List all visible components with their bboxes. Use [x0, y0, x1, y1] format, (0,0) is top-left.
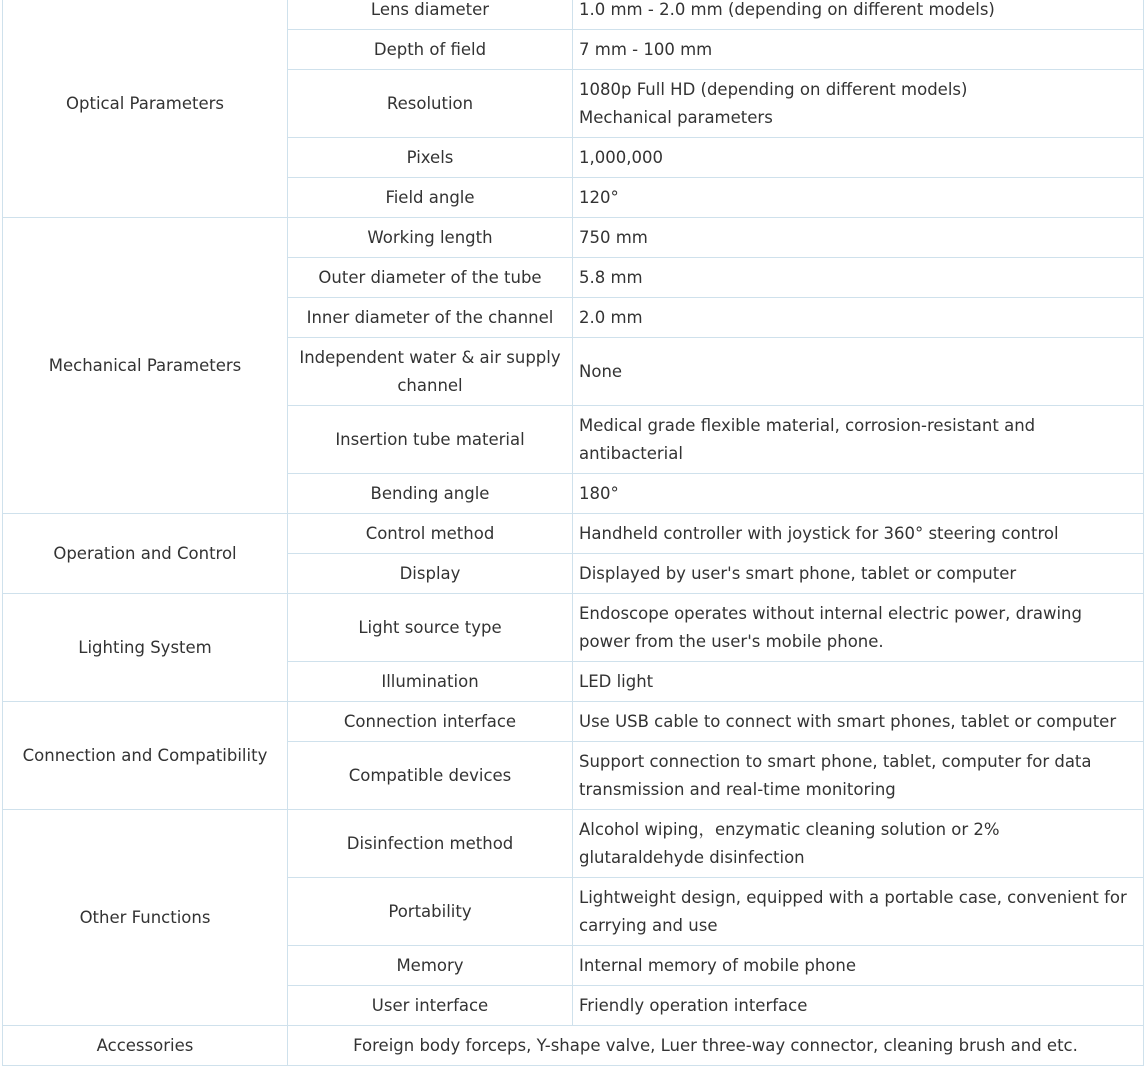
parameter-value-cell — [573, 258, 1144, 298]
parameter-name-cell: Display — [288, 554, 573, 594]
value-line: power from the user's mobile phone. — [579, 631, 884, 651]
value-line: 2.0 mm — [579, 307, 643, 327]
parameter-name-cell: Compatible devices — [288, 742, 573, 810]
value-line: transmission and real-time monitoring — [579, 779, 896, 799]
parameter-value-cell — [573, 338, 1144, 406]
parameter-name-cell: Lens diameter — [288, 0, 573, 30]
parameter-value-cell — [573, 594, 1144, 662]
parameter-name-cell: Memory — [288, 946, 573, 986]
parameter-value-cell — [573, 810, 1144, 878]
parameter-value-cell — [573, 298, 1144, 338]
value-line: Medical grade flexible material, corrosion-resistant and — [579, 416, 1036, 435]
parameter-value-cell — [573, 138, 1144, 178]
value-line: Endoscope operates without internal electric power, drawing — [579, 604, 1082, 623]
parameter-name-cell: Control method — [288, 514, 573, 554]
parameter-value-cell — [573, 946, 1144, 986]
value-line: antibacterial — [579, 443, 683, 463]
category-cell-operation-and-control: Operation and Control — [3, 514, 288, 594]
parameter-value-cell — [573, 218, 1144, 258]
value-line: 5.8 mm — [579, 267, 643, 287]
value-line: 750 mm — [579, 227, 648, 247]
parameter-name-cell: Illumination — [288, 662, 573, 702]
parameter-value-cell — [573, 702, 1144, 742]
parameter-value-cell — [573, 0, 1144, 30]
parameter-name-cell: Pixels — [288, 138, 573, 178]
category-cell-mechanical-parameters: Mechanical Parameters — [3, 218, 288, 514]
spec-row-disinfection-method — [3, 810, 1144, 878]
value-line: carrying and use — [579, 915, 718, 935]
category-cell-lighting-system: Lighting System — [3, 594, 288, 702]
parameter-value-cell — [573, 662, 1144, 702]
value-line: 120° — [579, 187, 619, 207]
parameter-value-cell — [573, 474, 1144, 514]
value-line: Displayed by user's smart phone, tablet or computer — [579, 563, 1017, 583]
parameter-name-cell: Independent water & air supply channel — [288, 338, 573, 406]
parameter-value-cell — [573, 742, 1144, 810]
parameter-name-cell: Connection interface — [288, 702, 573, 742]
parameter-name-cell: Bending angle — [288, 474, 573, 514]
value-line: LED light — [579, 671, 654, 691]
parameter-name-cell: User interface — [288, 986, 573, 1026]
parameter-name-cell: Disinfection method — [288, 810, 573, 878]
parameter-value-cell — [573, 986, 1144, 1026]
parameter-name-cell: Field angle — [288, 178, 573, 218]
parameter-name-cell: Portability — [288, 878, 573, 946]
spec-row-connection-interface — [3, 702, 1144, 742]
value-line: 1.0 mm - 2.0 mm (depending on different models) — [579, 0, 995, 19]
specifications-table-body — [3, 0, 1144, 1066]
parameter-value-cell — [573, 554, 1144, 594]
value-line: Alcohol wiping，enzymatic cleaning solution or 2% — [579, 820, 1000, 839]
parameter-name-cell: Resolution — [288, 70, 573, 138]
value-line: Mechanical parameters — [579, 107, 773, 127]
value-line: Use USB cable to connect with smart phones, tablet or computer — [579, 711, 1117, 731]
parameter-value-cell — [573, 406, 1144, 474]
value-line: glutaraldehyde disinfection — [579, 847, 805, 867]
parameter-name-cell: Inner diameter of the channel — [288, 298, 573, 338]
spec-row-light-source-type — [3, 594, 1144, 662]
parameter-value-cell — [573, 878, 1144, 946]
value-line: Internal memory of mobile phone — [579, 955, 857, 975]
category-cell-connection-and-compatibility: Connection and Compatibility — [3, 702, 288, 810]
category-cell-other-functions: Other Functions — [3, 810, 288, 1026]
parameter-value-cell — [573, 514, 1144, 554]
value-line: Support connection to smart phone, tablet, computer for data — [579, 752, 1092, 771]
value-line: None — [579, 361, 623, 381]
value-line: 1,000,000 — [579, 147, 663, 167]
parameter-value-cell — [573, 178, 1144, 218]
spec-row-lens-diameter — [3, 0, 1144, 30]
category-cell-accessories: Accessories — [3, 1026, 288, 1066]
value-line: 7 mm - 100 mm — [579, 39, 713, 59]
spec-row-control-method — [3, 514, 1144, 554]
specifications-table — [2, 0, 1144, 1066]
parameter-name-cell: Light source type — [288, 594, 573, 662]
parameter-name-cell: Depth of field — [288, 30, 573, 70]
spec-row-accessories — [3, 1026, 1144, 1066]
accessories-value-cell: Foreign body forceps, Y-shape valve, Luer three-way connector, cleaning brush and etc. — [288, 1026, 1144, 1066]
parameter-name-cell: Outer diameter of the tube — [288, 258, 573, 298]
parameter-value-cell — [573, 70, 1144, 138]
value-line: 1080p Full HD (depending on different models) — [579, 80, 968, 99]
spec-row-working-length — [3, 218, 1144, 258]
category-cell-optical-parameters: Optical Parameters — [3, 0, 288, 218]
value-line: Lightweight design, equipped with a portable case, convenient for — [579, 888, 1127, 907]
value-line: Friendly operation interface — [579, 995, 808, 1015]
parameter-name-cell: Insertion tube material — [288, 406, 573, 474]
parameter-value-cell — [573, 30, 1144, 70]
value-line: Handheld controller with joystick for 360° steering control — [579, 523, 1059, 543]
value-line: 180° — [579, 483, 619, 503]
parameter-name-cell: Working length — [288, 218, 573, 258]
